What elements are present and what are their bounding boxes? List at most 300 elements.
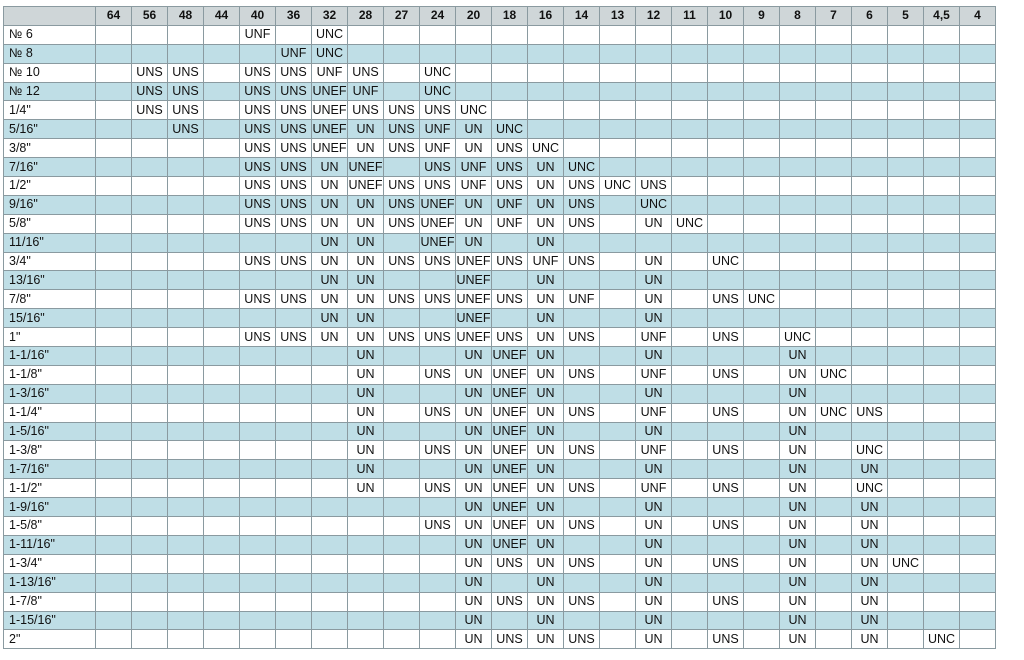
series-cell	[420, 309, 456, 328]
series-cell	[636, 233, 672, 252]
series-cell: UN	[348, 479, 384, 498]
series-cell	[384, 44, 420, 63]
series-cell: UNEF	[492, 403, 528, 422]
series-cell	[600, 535, 636, 554]
series-cell	[204, 365, 240, 384]
series-cell	[600, 63, 636, 82]
series-cell: UNF	[348, 82, 384, 101]
series-cell	[204, 63, 240, 82]
series-cell	[132, 214, 168, 233]
series-cell	[924, 158, 960, 177]
series-cell	[312, 611, 348, 630]
series-cell	[276, 611, 312, 630]
series-cell	[456, 82, 492, 101]
series-cell	[240, 44, 276, 63]
series-cell	[240, 611, 276, 630]
series-cell	[672, 290, 708, 309]
series-cell: UN	[636, 517, 672, 536]
series-cell: UNC	[852, 441, 888, 460]
series-cell	[924, 384, 960, 403]
series-cell	[960, 479, 996, 498]
header-tpi-3: 44	[204, 7, 240, 26]
series-cell: UN	[528, 554, 564, 573]
series-cell: UNS	[708, 517, 744, 536]
series-cell	[348, 517, 384, 536]
series-cell: UNS	[276, 177, 312, 196]
series-cell: UN	[780, 384, 816, 403]
series-cell	[744, 309, 780, 328]
series-cell	[780, 120, 816, 139]
series-cell	[888, 630, 924, 649]
series-cell	[600, 252, 636, 271]
series-cell	[132, 328, 168, 347]
series-cell: UN	[852, 460, 888, 479]
series-cell: UNS	[240, 63, 276, 82]
series-cell	[564, 101, 600, 120]
series-cell: UNS	[708, 403, 744, 422]
series-cell	[888, 479, 924, 498]
series-cell	[672, 158, 708, 177]
series-cell	[636, 158, 672, 177]
series-cell	[960, 498, 996, 517]
series-cell: UNC	[420, 82, 456, 101]
series-cell	[204, 517, 240, 536]
series-cell	[240, 422, 276, 441]
series-cell: UN	[780, 347, 816, 366]
series-cell	[888, 63, 924, 82]
series-cell: UNF	[240, 25, 276, 44]
series-cell: UN	[852, 535, 888, 554]
series-cell: UN	[348, 252, 384, 271]
series-cell	[888, 195, 924, 214]
series-cell	[132, 139, 168, 158]
series-cell	[384, 573, 420, 592]
size-cell: 1-7/8"	[4, 592, 96, 611]
series-cell: UNS	[168, 101, 204, 120]
series-cell	[744, 214, 780, 233]
series-cell	[816, 535, 852, 554]
series-cell: UN	[348, 328, 384, 347]
series-cell	[672, 592, 708, 611]
series-cell	[168, 25, 204, 44]
series-cell	[600, 479, 636, 498]
series-cell	[960, 347, 996, 366]
series-cell	[960, 422, 996, 441]
series-cell	[348, 44, 384, 63]
series-cell	[960, 158, 996, 177]
header-tpi-6: 32	[312, 7, 348, 26]
series-cell	[96, 177, 132, 196]
series-cell: UN	[636, 460, 672, 479]
series-cell	[888, 101, 924, 120]
series-cell	[744, 630, 780, 649]
series-cell	[384, 63, 420, 82]
series-cell: UNS	[564, 195, 600, 214]
series-cell: UN	[636, 611, 672, 630]
size-cell: 3/8"	[4, 139, 96, 158]
series-cell	[888, 214, 924, 233]
table-row	[4, 233, 996, 252]
series-cell	[960, 25, 996, 44]
series-cell	[96, 328, 132, 347]
series-cell	[744, 592, 780, 611]
series-cell	[888, 82, 924, 101]
series-cell: UNS	[708, 479, 744, 498]
series-cell	[816, 611, 852, 630]
size-cell: 7/16"	[4, 158, 96, 177]
series-cell	[168, 403, 204, 422]
series-cell: UNS	[492, 252, 528, 271]
series-cell	[636, 25, 672, 44]
series-cell: UNS	[348, 101, 384, 120]
series-cell	[96, 517, 132, 536]
series-cell	[780, 309, 816, 328]
series-cell	[384, 441, 420, 460]
series-cell	[96, 25, 132, 44]
series-cell	[816, 347, 852, 366]
series-cell	[528, 63, 564, 82]
series-cell: UNC	[780, 328, 816, 347]
series-cell: UN	[636, 498, 672, 517]
series-cell	[204, 347, 240, 366]
size-cell: 1-1/8"	[4, 365, 96, 384]
series-cell	[132, 44, 168, 63]
size-cell: 1-11/16"	[4, 535, 96, 554]
series-cell	[708, 384, 744, 403]
series-cell: UN	[312, 158, 348, 177]
series-cell	[96, 611, 132, 630]
series-cell	[708, 120, 744, 139]
series-cell	[672, 233, 708, 252]
series-cell	[384, 592, 420, 611]
series-cell	[960, 252, 996, 271]
series-cell: UN	[636, 252, 672, 271]
series-cell	[672, 384, 708, 403]
series-cell	[276, 535, 312, 554]
series-cell	[924, 177, 960, 196]
series-cell	[384, 554, 420, 573]
series-cell: UN	[780, 479, 816, 498]
series-cell	[636, 82, 672, 101]
series-cell: UNC	[312, 44, 348, 63]
series-cell: UNEF	[420, 195, 456, 214]
header-tpi-22: 5	[888, 7, 924, 26]
series-cell: UNS	[564, 479, 600, 498]
series-cell	[672, 271, 708, 290]
series-cell	[564, 120, 600, 139]
series-cell: UN	[636, 535, 672, 554]
series-cell	[708, 44, 744, 63]
series-cell	[960, 535, 996, 554]
series-cell	[312, 498, 348, 517]
header-tpi-8: 27	[384, 7, 420, 26]
series-cell	[816, 252, 852, 271]
table-row	[4, 195, 996, 214]
series-cell: UN	[528, 309, 564, 328]
series-cell	[240, 347, 276, 366]
series-cell	[168, 252, 204, 271]
series-cell	[492, 82, 528, 101]
series-cell	[960, 214, 996, 233]
series-cell	[852, 139, 888, 158]
series-cell	[888, 44, 924, 63]
size-cell: 1-3/16"	[4, 384, 96, 403]
series-cell: UNEF	[348, 158, 384, 177]
series-cell: UNS	[492, 177, 528, 196]
series-cell	[96, 290, 132, 309]
series-cell	[600, 498, 636, 517]
series-cell	[384, 25, 420, 44]
series-cell: UN	[456, 441, 492, 460]
series-cell	[924, 214, 960, 233]
series-cell: UNS	[492, 592, 528, 611]
series-cell: UNS	[276, 195, 312, 214]
size-cell: № 12	[4, 82, 96, 101]
series-cell: UN	[528, 347, 564, 366]
series-cell	[204, 290, 240, 309]
series-cell: UN	[636, 422, 672, 441]
series-cell	[96, 403, 132, 422]
series-cell	[744, 384, 780, 403]
series-cell	[924, 441, 960, 460]
table-row	[4, 403, 996, 422]
series-cell	[600, 403, 636, 422]
series-cell	[924, 44, 960, 63]
series-cell: UNS	[636, 177, 672, 196]
series-cell: UNS	[708, 592, 744, 611]
series-cell	[240, 573, 276, 592]
series-cell: UNS	[240, 214, 276, 233]
series-cell	[888, 441, 924, 460]
series-cell	[780, 101, 816, 120]
series-cell	[132, 460, 168, 479]
size-cell: 9/16"	[4, 195, 96, 214]
table-row	[4, 611, 996, 630]
series-cell	[960, 441, 996, 460]
series-cell	[960, 139, 996, 158]
series-cell: UNEF	[456, 328, 492, 347]
series-cell: UNS	[708, 290, 744, 309]
series-cell	[132, 479, 168, 498]
series-cell: UNC	[852, 479, 888, 498]
series-cell	[528, 82, 564, 101]
series-cell	[204, 535, 240, 554]
series-cell	[168, 630, 204, 649]
series-cell	[204, 479, 240, 498]
series-cell: UN	[348, 403, 384, 422]
series-cell: UN	[780, 535, 816, 554]
header-tpi-21: 6	[852, 7, 888, 26]
series-cell	[384, 517, 420, 536]
series-cell: UNEF	[348, 177, 384, 196]
series-cell	[420, 535, 456, 554]
series-cell	[888, 535, 924, 554]
series-cell: UN	[312, 252, 348, 271]
size-cell: № 10	[4, 63, 96, 82]
series-cell: UN	[636, 384, 672, 403]
series-cell: UN	[528, 195, 564, 214]
series-cell	[780, 177, 816, 196]
series-cell: UNC	[312, 25, 348, 44]
series-cell: UNEF	[456, 309, 492, 328]
series-cell	[924, 25, 960, 44]
series-cell: UNS	[420, 517, 456, 536]
series-cell	[204, 441, 240, 460]
series-cell: UNEF	[492, 517, 528, 536]
series-cell: UN	[312, 195, 348, 214]
series-cell	[744, 517, 780, 536]
series-cell	[96, 535, 132, 554]
series-cell: UN	[528, 214, 564, 233]
series-cell	[312, 592, 348, 611]
series-cell: UNC	[708, 252, 744, 271]
series-cell	[168, 44, 204, 63]
series-cell	[132, 347, 168, 366]
series-cell	[240, 384, 276, 403]
series-cell	[780, 25, 816, 44]
series-cell	[492, 63, 528, 82]
series-cell	[960, 195, 996, 214]
header-tpi-15: 12	[636, 7, 672, 26]
series-cell	[960, 592, 996, 611]
series-cell: UNS	[240, 139, 276, 158]
series-cell	[168, 195, 204, 214]
series-cell: UN	[348, 422, 384, 441]
series-cell: UN	[636, 592, 672, 611]
series-cell	[816, 120, 852, 139]
series-cell	[744, 101, 780, 120]
series-cell	[276, 630, 312, 649]
series-cell	[600, 158, 636, 177]
series-cell: UNEF	[312, 101, 348, 120]
series-cell: UN	[636, 573, 672, 592]
series-cell	[96, 120, 132, 139]
series-cell	[96, 441, 132, 460]
series-cell	[384, 630, 420, 649]
series-cell	[168, 271, 204, 290]
series-cell	[672, 498, 708, 517]
series-cell: UN	[528, 517, 564, 536]
series-cell	[816, 630, 852, 649]
series-cell	[564, 573, 600, 592]
size-cell: 1-1/16"	[4, 347, 96, 366]
series-cell	[276, 554, 312, 573]
series-cell	[384, 422, 420, 441]
series-cell: UN	[456, 592, 492, 611]
series-cell	[888, 422, 924, 441]
series-cell	[744, 460, 780, 479]
series-cell	[312, 384, 348, 403]
series-cell: UNS	[564, 592, 600, 611]
series-cell	[816, 177, 852, 196]
series-cell	[852, 422, 888, 441]
series-cell	[600, 460, 636, 479]
series-cell: UNS	[168, 63, 204, 82]
series-cell	[240, 233, 276, 252]
series-cell	[96, 233, 132, 252]
series-cell: UN	[528, 271, 564, 290]
series-cell	[132, 25, 168, 44]
series-cell	[924, 479, 960, 498]
series-cell	[564, 82, 600, 101]
series-cell	[348, 573, 384, 592]
size-cell: 11/16"	[4, 233, 96, 252]
series-cell: UNS	[240, 177, 276, 196]
series-cell: UN	[456, 611, 492, 630]
series-cell	[924, 139, 960, 158]
series-cell	[132, 365, 168, 384]
series-cell: UNS	[384, 139, 420, 158]
series-cell	[240, 535, 276, 554]
series-cell	[852, 158, 888, 177]
series-cell	[888, 177, 924, 196]
series-cell: UNC	[420, 63, 456, 82]
series-cell	[708, 139, 744, 158]
size-cell: 1-13/16"	[4, 573, 96, 592]
series-cell	[132, 554, 168, 573]
series-cell: UN	[780, 498, 816, 517]
series-cell	[132, 422, 168, 441]
series-cell: UN	[528, 177, 564, 196]
table-row	[4, 139, 996, 158]
series-cell: UN	[456, 535, 492, 554]
size-cell: 1/2"	[4, 177, 96, 196]
series-cell: UN	[528, 422, 564, 441]
series-cell: UN	[348, 309, 384, 328]
series-cell: UN	[528, 460, 564, 479]
series-cell	[600, 554, 636, 573]
series-cell	[168, 460, 204, 479]
series-cell	[132, 290, 168, 309]
series-cell	[132, 384, 168, 403]
series-cell	[132, 252, 168, 271]
series-cell	[852, 214, 888, 233]
series-cell: UN	[456, 233, 492, 252]
series-cell	[816, 139, 852, 158]
series-cell	[600, 101, 636, 120]
series-cell	[816, 517, 852, 536]
series-cell: UN	[348, 441, 384, 460]
series-cell	[132, 271, 168, 290]
series-cell: UNS	[276, 120, 312, 139]
series-cell	[744, 44, 780, 63]
table-row	[4, 498, 996, 517]
series-cell	[744, 611, 780, 630]
series-cell	[852, 290, 888, 309]
size-cell: 1/4"	[4, 101, 96, 120]
series-cell	[816, 290, 852, 309]
series-cell	[816, 44, 852, 63]
series-cell	[924, 82, 960, 101]
series-cell: UNS	[240, 82, 276, 101]
series-cell: UNEF	[492, 460, 528, 479]
series-cell: UN	[348, 120, 384, 139]
series-cell	[240, 498, 276, 517]
series-cell: UNEF	[492, 498, 528, 517]
series-cell	[312, 573, 348, 592]
series-cell	[744, 195, 780, 214]
series-cell: UNS	[240, 101, 276, 120]
series-cell	[420, 25, 456, 44]
series-cell	[384, 82, 420, 101]
series-cell	[600, 44, 636, 63]
series-cell	[168, 365, 204, 384]
series-cell	[420, 630, 456, 649]
series-cell	[204, 573, 240, 592]
series-cell	[240, 271, 276, 290]
series-cell: UN	[528, 573, 564, 592]
series-cell: UNS	[384, 195, 420, 214]
